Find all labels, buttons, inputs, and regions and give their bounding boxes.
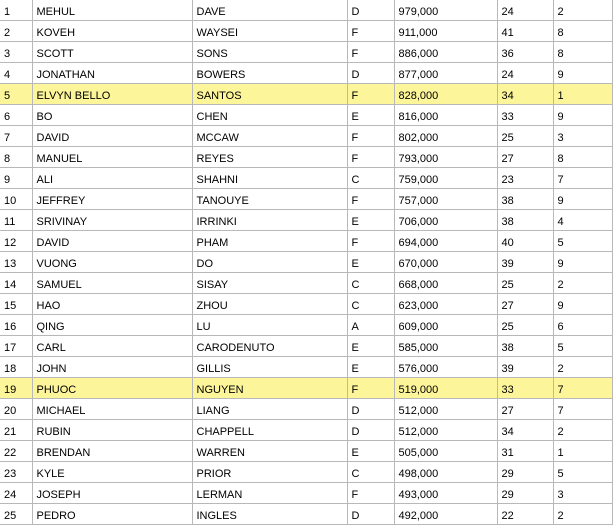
amount-cell[interactable]: 816,000: [394, 105, 497, 126]
last-name-cell[interactable]: BOWERS: [192, 63, 347, 84]
count-cell[interactable]: 1: [553, 84, 612, 105]
table-row[interactable]: [0, 294, 612, 315]
table-row[interactable]: [0, 231, 612, 252]
age-cell[interactable]: 23: [497, 168, 553, 189]
table-row[interactable]: [0, 399, 612, 420]
amount-cell[interactable]: 492,000: [394, 504, 497, 525]
amount-cell[interactable]: 694,000: [394, 231, 497, 252]
age-cell[interactable]: 33: [497, 105, 553, 126]
code-cell[interactable]: D: [347, 399, 394, 420]
amount-cell[interactable]: 576,000: [394, 357, 497, 378]
row-number-cell[interactable]: 17: [0, 336, 32, 357]
table-row[interactable]: [0, 21, 612, 42]
last-name-cell[interactable]: SONS: [192, 42, 347, 63]
count-cell[interactable]: 2: [553, 504, 612, 525]
age-cell[interactable]: 39: [497, 252, 553, 273]
code-cell[interactable]: D: [347, 0, 394, 21]
amount-cell[interactable]: 623,000: [394, 294, 497, 315]
count-cell[interactable]: 7: [553, 378, 612, 399]
row-number-cell[interactable]: 12: [0, 231, 32, 252]
first-name-cell[interactable]: DAVID: [32, 231, 192, 252]
table-row[interactable]: [0, 252, 612, 273]
age-cell[interactable]: 29: [497, 483, 553, 504]
last-name-cell[interactable]: DAVE: [192, 0, 347, 21]
age-cell[interactable]: 25: [497, 273, 553, 294]
age-cell[interactable]: 25: [497, 315, 553, 336]
code-cell[interactable]: F: [347, 84, 394, 105]
count-cell[interactable]: 3: [553, 483, 612, 504]
last-name-cell[interactable]: CHAPPELL: [192, 420, 347, 441]
row-number-cell[interactable]: 21: [0, 420, 32, 441]
table-row[interactable]: [0, 336, 612, 357]
age-cell[interactable]: 38: [497, 189, 553, 210]
table-row[interactable]: [0, 210, 612, 231]
last-name-cell[interactable]: WAYSEI: [192, 21, 347, 42]
amount-cell[interactable]: 493,000: [394, 483, 497, 504]
row-number-cell[interactable]: 14: [0, 273, 32, 294]
age-cell[interactable]: 27: [497, 399, 553, 420]
row-number-cell[interactable]: 4: [0, 63, 32, 84]
code-cell[interactable]: E: [347, 105, 394, 126]
age-cell[interactable]: 29: [497, 462, 553, 483]
age-cell[interactable]: 34: [497, 84, 553, 105]
first-name-cell[interactable]: SCOTT: [32, 42, 192, 63]
count-cell[interactable]: 5: [553, 462, 612, 483]
table-row[interactable]: [0, 189, 612, 210]
amount-cell[interactable]: 979,000: [394, 0, 497, 21]
count-cell[interactable]: 1: [553, 441, 612, 462]
count-cell[interactable]: 6: [553, 315, 612, 336]
code-cell[interactable]: F: [347, 378, 394, 399]
age-cell[interactable]: 34: [497, 420, 553, 441]
row-number-cell[interactable]: 8: [0, 147, 32, 168]
code-cell[interactable]: E: [347, 336, 394, 357]
last-name-cell[interactable]: INGLES: [192, 504, 347, 525]
row-number-cell[interactable]: 18: [0, 357, 32, 378]
last-name-cell[interactable]: LU: [192, 315, 347, 336]
first-name-cell[interactable]: MEHUL: [32, 0, 192, 21]
age-cell[interactable]: 24: [497, 63, 553, 84]
first-name-cell[interactable]: KOVEH: [32, 21, 192, 42]
count-cell[interactable]: 8: [553, 42, 612, 63]
row-number-cell[interactable]: 6: [0, 105, 32, 126]
count-cell[interactable]: 9: [553, 105, 612, 126]
first-name-cell[interactable]: ALI: [32, 168, 192, 189]
age-cell[interactable]: 31: [497, 441, 553, 462]
count-cell[interactable]: 9: [553, 63, 612, 84]
age-cell[interactable]: 40: [497, 231, 553, 252]
age-cell[interactable]: 36: [497, 42, 553, 63]
first-name-cell[interactable]: SAMUEL: [32, 273, 192, 294]
row-number-cell[interactable]: 3: [0, 42, 32, 63]
code-cell[interactable]: F: [347, 189, 394, 210]
row-number-cell[interactable]: 24: [0, 483, 32, 504]
amount-cell[interactable]: 519,000: [394, 378, 497, 399]
first-name-cell[interactable]: RUBIN: [32, 420, 192, 441]
last-name-cell[interactable]: PHAM: [192, 231, 347, 252]
code-cell[interactable]: A: [347, 315, 394, 336]
last-name-cell[interactable]: LIANG: [192, 399, 347, 420]
table-row[interactable]: [0, 147, 612, 168]
table-row[interactable]: [0, 462, 612, 483]
first-name-cell[interactable]: QING: [32, 315, 192, 336]
amount-cell[interactable]: 512,000: [394, 399, 497, 420]
table-row[interactable]: [0, 63, 612, 84]
row-number-cell[interactable]: 5: [0, 84, 32, 105]
last-name-cell[interactable]: PRIOR: [192, 462, 347, 483]
last-name-cell[interactable]: CHEN: [192, 105, 347, 126]
amount-cell[interactable]: 793,000: [394, 147, 497, 168]
table-row[interactable]: [0, 126, 612, 147]
table-row[interactable]: [0, 273, 612, 294]
row-number-cell[interactable]: 16: [0, 315, 32, 336]
code-cell[interactable]: F: [347, 42, 394, 63]
first-name-cell[interactable]: DAVID: [32, 126, 192, 147]
first-name-cell[interactable]: JEFFREY: [32, 189, 192, 210]
amount-cell[interactable]: 759,000: [394, 168, 497, 189]
first-name-cell[interactable]: CARL: [32, 336, 192, 357]
count-cell[interactable]: 4: [553, 210, 612, 231]
count-cell[interactable]: 2: [553, 420, 612, 441]
first-name-cell[interactable]: JOSEPH: [32, 483, 192, 504]
table-row[interactable]: [0, 420, 612, 441]
age-cell[interactable]: 38: [497, 210, 553, 231]
amount-cell[interactable]: 706,000: [394, 210, 497, 231]
row-number-cell[interactable]: 22: [0, 441, 32, 462]
last-name-cell[interactable]: GILLIS: [192, 357, 347, 378]
code-cell[interactable]: C: [347, 294, 394, 315]
code-cell[interactable]: F: [347, 231, 394, 252]
table-row[interactable]: [0, 315, 612, 336]
amount-cell[interactable]: 585,000: [394, 336, 497, 357]
last-name-cell[interactable]: CARODENUTO: [192, 336, 347, 357]
code-cell[interactable]: F: [347, 483, 394, 504]
last-name-cell[interactable]: LERMAN: [192, 483, 347, 504]
row-number-cell[interactable]: 1: [0, 0, 32, 21]
code-cell[interactable]: E: [347, 357, 394, 378]
first-name-cell[interactable]: MICHAEL: [32, 399, 192, 420]
table-row[interactable]: [0, 105, 612, 126]
last-name-cell[interactable]: SISAY: [192, 273, 347, 294]
count-cell[interactable]: 3: [553, 126, 612, 147]
table-row[interactable]: [0, 168, 612, 189]
amount-cell[interactable]: 505,000: [394, 441, 497, 462]
code-cell[interactable]: D: [347, 420, 394, 441]
row-number-cell[interactable]: 7: [0, 126, 32, 147]
table-row[interactable]: [0, 42, 612, 63]
amount-cell[interactable]: 828,000: [394, 84, 497, 105]
first-name-cell[interactable]: ELVYN BELLO: [32, 84, 192, 105]
count-cell[interactable]: 7: [553, 399, 612, 420]
age-cell[interactable]: 22: [497, 504, 553, 525]
first-name-cell[interactable]: BRENDAN: [32, 441, 192, 462]
count-cell[interactable]: 2: [553, 357, 612, 378]
table-row[interactable]: [0, 84, 612, 105]
age-cell[interactable]: 25: [497, 126, 553, 147]
last-name-cell[interactable]: REYES: [192, 147, 347, 168]
code-cell[interactable]: F: [347, 147, 394, 168]
amount-cell[interactable]: 512,000: [394, 420, 497, 441]
code-cell[interactable]: F: [347, 126, 394, 147]
last-name-cell[interactable]: SANTOS: [192, 84, 347, 105]
first-name-cell[interactable]: HAO: [32, 294, 192, 315]
code-cell[interactable]: D: [347, 63, 394, 84]
count-cell[interactable]: 5: [553, 336, 612, 357]
last-name-cell[interactable]: DO: [192, 252, 347, 273]
row-number-cell[interactable]: 11: [0, 210, 32, 231]
count-cell[interactable]: 7: [553, 168, 612, 189]
count-cell[interactable]: 8: [553, 147, 612, 168]
last-name-cell[interactable]: SHAHNI: [192, 168, 347, 189]
count-cell[interactable]: 5: [553, 231, 612, 252]
last-name-cell[interactable]: TANOUYE: [192, 189, 347, 210]
count-cell[interactable]: 2: [553, 0, 612, 21]
first-name-cell[interactable]: JOHN: [32, 357, 192, 378]
code-cell[interactable]: E: [347, 210, 394, 231]
first-name-cell[interactable]: JONATHAN: [32, 63, 192, 84]
age-cell[interactable]: 24: [497, 0, 553, 21]
amount-cell[interactable]: 757,000: [394, 189, 497, 210]
first-name-cell[interactable]: SRIVINAY: [32, 210, 192, 231]
code-cell[interactable]: F: [347, 21, 394, 42]
row-number-cell[interactable]: 23: [0, 462, 32, 483]
first-name-cell[interactable]: MANUEL: [32, 147, 192, 168]
amount-cell[interactable]: 802,000: [394, 126, 497, 147]
amount-cell[interactable]: 668,000: [394, 273, 497, 294]
code-cell[interactable]: E: [347, 441, 394, 462]
count-cell[interactable]: 9: [553, 294, 612, 315]
first-name-cell[interactable]: PHUOC: [32, 378, 192, 399]
age-cell[interactable]: 27: [497, 294, 553, 315]
count-cell[interactable]: 2: [553, 273, 612, 294]
last-name-cell[interactable]: WARREN: [192, 441, 347, 462]
code-cell[interactable]: C: [347, 462, 394, 483]
table-row[interactable]: [0, 504, 612, 525]
last-name-cell[interactable]: NGUYEN: [192, 378, 347, 399]
first-name-cell[interactable]: BO: [32, 105, 192, 126]
code-cell[interactable]: E: [347, 252, 394, 273]
row-number-cell[interactable]: 25: [0, 504, 32, 525]
count-cell[interactable]: 9: [553, 189, 612, 210]
row-number-cell[interactable]: 13: [0, 252, 32, 273]
row-number-cell[interactable]: 15: [0, 294, 32, 315]
count-cell[interactable]: 8: [553, 21, 612, 42]
amount-cell[interactable]: 670,000: [394, 252, 497, 273]
row-number-cell[interactable]: 19: [0, 378, 32, 399]
count-cell[interactable]: 9: [553, 252, 612, 273]
row-number-cell[interactable]: 10: [0, 189, 32, 210]
age-cell[interactable]: 39: [497, 357, 553, 378]
first-name-cell[interactable]: KYLE: [32, 462, 192, 483]
table-row[interactable]: [0, 378, 612, 399]
code-cell[interactable]: C: [347, 168, 394, 189]
amount-cell[interactable]: 498,000: [394, 462, 497, 483]
table-row[interactable]: [0, 357, 612, 378]
amount-cell[interactable]: 609,000: [394, 315, 497, 336]
last-name-cell[interactable]: IRRINKI: [192, 210, 347, 231]
code-cell[interactable]: D: [347, 504, 394, 525]
row-number-cell[interactable]: 9: [0, 168, 32, 189]
row-number-cell[interactable]: 20: [0, 399, 32, 420]
table-row[interactable]: [0, 483, 612, 504]
table-row[interactable]: [0, 441, 612, 462]
amount-cell[interactable]: 877,000: [394, 63, 497, 84]
first-name-cell[interactable]: PEDRO: [32, 504, 192, 525]
last-name-cell[interactable]: MCCAW: [192, 126, 347, 147]
table-row[interactable]: [0, 0, 612, 21]
first-name-cell[interactable]: VUONG: [32, 252, 192, 273]
row-number-cell[interactable]: 2: [0, 21, 32, 42]
last-name-cell[interactable]: ZHOU: [192, 294, 347, 315]
age-cell[interactable]: 33: [497, 378, 553, 399]
code-cell[interactable]: C: [347, 273, 394, 294]
amount-cell[interactable]: 886,000: [394, 42, 497, 63]
amount-cell[interactable]: 911,000: [394, 21, 497, 42]
age-cell[interactable]: 38: [497, 336, 553, 357]
age-cell[interactable]: 41: [497, 21, 553, 42]
age-cell[interactable]: 27: [497, 147, 553, 168]
